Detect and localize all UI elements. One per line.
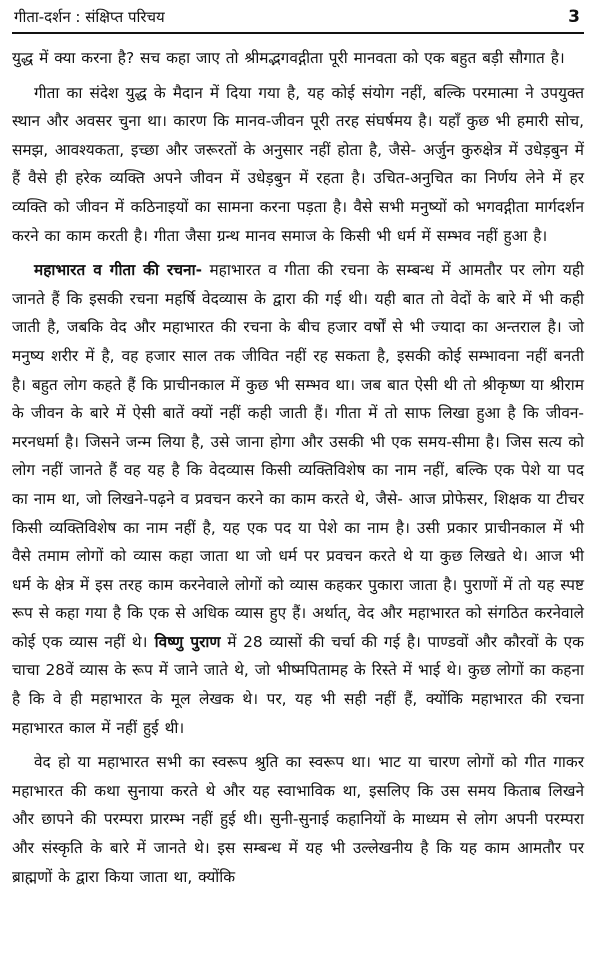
chapter-title: गीता-दर्शन : संक्षिप्त परिचय	[14, 8, 165, 26]
paragraph-4	[12, 748, 584, 891]
paragraph-1-text: युद्ध में क्या करना है? सच कहा जाए तो श्रीमद्भगवद्गीता पूरी मानवता को एक बहुत बड़ी सौगात है।	[12, 49, 565, 67]
bold-term-vishnu-purana: विष्णु पुराण	[147, 632, 221, 651]
paragraph-3	[12, 256, 584, 742]
paragraph-2	[12, 79, 584, 251]
paragraph-1	[12, 44, 584, 73]
section-heading: महाभारत व गीता की रचना-	[34, 261, 202, 280]
paragraph-3-text-after: में 28 व्यासों की चर्चा की गई है। पाण्डवों और कौरवों के एक चाचा 28वें व्यास के रूप में जाने जाते थे, जो भीष्मपितामह के रिस्ते में भाई थे। कुछ लोगों का कहना है कि वे ही महाभारत के मूल लेखक थे। पर, यह भी सही नहीं हैं, क्योंकि महाभारत की रचना महाभारत काल में नहीं हुई थी।	[12, 632, 584, 737]
body-text	[12, 44, 584, 891]
paragraph-2-text: गीता का संदेश युद्ध के मैदान में दिया गया है, यह कोई संयोग नहीं, बल्कि परमात्मा ने उपयुक्त स्थान और अवसर चुना था। कारण कि मानव-जीवन पूरी तरह संघर्षमय है। यहाँ कुछ भी हमारी सोच, समझ, आवश्यकता, इच्छा और जरूरतों के अनुसार नहीं होता है, जैसे- अर्जुन कुरुक्षेत्र में उधेड़बुन में हैं वैसे ही हरेक व्यक्ति अपने जीवन में उधेड़बुन में रहता है। उचित-अनुचित का निर्णय लेने में हर व्यक्ति को जीवन में कठिनाइयों का सामना करना पड़ता है। वैसे सभी मनुष्यों को भगवद्गीता मार्गदर्शन करने का काम करती है। गीता जैसा ग्रन्थ मानव समाज के किसी भी धर्म में सम्भव नहीं हुआ है।	[12, 83, 584, 245]
page-number: 3	[568, 7, 580, 27]
paragraph-3-text: महाभारत व गीता की रचना के सम्बन्ध में आमतौर पर लोग यही जानते हैं कि इसकी रचना महर्षि वेदव्यास के द्वारा की गई थी। यही बात तो वेदों के बारे में भी कही जाती है, जबकि वेद और महाभारत की रचना के बीच हजार वर्षों से भी ज्यादा का अन्तराल है। जो मनुष्य शरीर में है, वह हजार साल तक जीवित नहीं रह सकता है, इसकी कोई सम्भावना नहीं बनती है। बहुत लोग कहते हैं कि प्राचीनकाल में कुछ भी सम्भव था। जब बात ऐसी थी तो श्रीकृष्ण या श्रीराम के जीवन के बारे में ऐसी बातें क्यों नहीं कही जाती हैं। गीता में तो साफ लिखा हुआ है कि जीवन-मरनधर्मा है। जिसने जन्म लिया है, उसे जाना होगा और उसकी भी एक समय-सीमा है। जिस सत्य को लोग नहीं जानते हैं वह यह है कि वेदव्यास किसी व्यक्तिविशेष का नाम नहीं, बल्कि एक पेशे या पद का नाम था, जो लिखने-पढ़ने व प्रवचन करने का काम करते थे, जैसे- आज प्रोफेसर, शिक्षक या टीचर किसी व्यक्तिविशेष का नाम नहीं है, यह एक पद या पेशे का नाम है। उसी प्रकार प्राचीनकाल में भी वैसे तमाम लोगों को व्यास कहा जाता था जो धर्म पर प्रवचन करते थे या कुछ लिखते थे। आज भी धर्म के क्षेत्र में इस तरह काम करनेवाले लोगों को व्यास कहकर पुकारा जाता है। पुराणों में तो यह स्पष्ट रूप से कहा गया है कि एक से अधिक व्यास हुए हैं। अर्थात्, वेद और महाभारत को संगठित करनेवाले कोई एक व्यास नहीं थे।	[12, 261, 584, 651]
running-header	[12, 0, 584, 34]
paragraph-4-text: वेद हो या महाभारत सभी का स्वरूप श्रुति का स्वरूप था। भाट या चारण लोगों को गीत गाकर महाभारत की कथा सुनाया करते थे और यह स्वाभाविक था, इसलिए कि उस समय किताब लिखने और छापने की परम्परा प्रारम्भ नहीं हुई थी। सुनी-सुनाई कहानियों के माध्यम से लोग अपनी परम्परा और संस्कृति के बारे में जानते थे। इस सम्बन्ध में यह भी उल्लेखनीय है कि यह काम आमतौर पर ब्राह्मणों के द्वारा किया जाता था, क्योंकि	[12, 753, 584, 886]
